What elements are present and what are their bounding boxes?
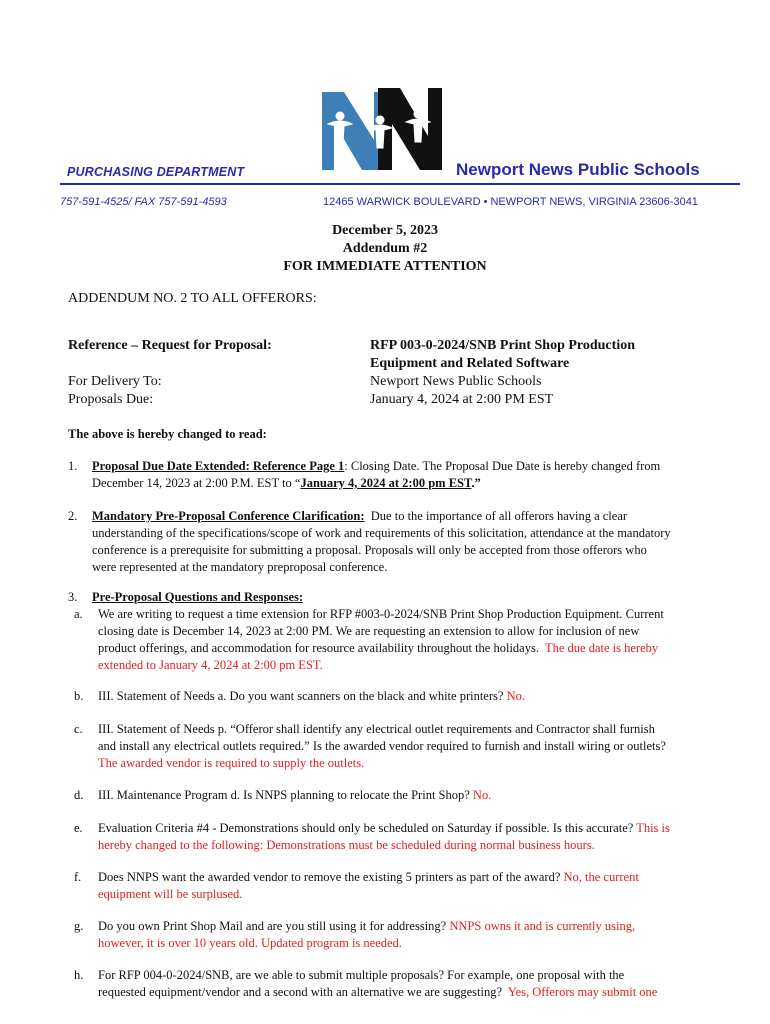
nnps-logo [318,86,444,172]
addendum-number: Addendum #2 [342,241,428,256]
reference-value-1: RFP 003-0-2024/SNB Print Shop Production [370,338,635,353]
qa-b-line-1 [98,688,525,705]
phone-fax: 757-591-4525/ FAX 757-591-4593 [60,196,227,208]
item-1-line-2 [92,475,481,492]
qa-f-question: Does NNPS want the awarded vendor to remove the existing 5 printers as part of the award? [98,870,564,884]
item-1-text-c: .” [471,476,481,490]
qa-a-letter: a. [74,607,83,621]
qa-g-line-1 [98,918,635,935]
item-3-number: 3. [68,590,78,604]
qa-h-question-end: requested equipment/vendor and a second with an alternative we are suggesting? [98,985,508,999]
intro-line: ADDENDUM NO. 2 TO ALL OFFERORS: [68,291,317,306]
delivery-label: For Delivery To: [68,374,162,389]
qa-c-answer: The awarded vendor is required to supply the outlets. [98,756,365,770]
school-name: Newport News Public Schools [456,160,700,179]
item-1-line-1 [92,458,660,475]
qa-e-answer: This is [636,821,670,835]
qa-c-line-1: III. Statement of Needs p. “Offeror shall identify any electrical outlet requirements and Contractor shall furnish [98,722,655,736]
due-label: Proposals Due: [68,392,154,407]
qa-h-letter: h. [74,968,84,982]
qa-h-line-1: For RFP 004-0-2024/SNB, are we able to submit multiple proposals? For example, one proposal with the [98,968,625,982]
qa-a-line-1: We are writing to request a time extension for RFP #003-0-2024/SNB Print Shop Production Equipment. Current [98,607,664,621]
qa-d-line-1 [98,787,491,804]
item-2-line-1 [92,508,627,525]
item-1-number: 1. [68,459,78,473]
item-2-line-4: were represented at the mandatory preproposal conference. [92,560,388,574]
qa-h-answer: Yes, Offerors may submit one [507,985,658,999]
due-value: January 4, 2024 at 2:00 PM EST [370,392,554,407]
title-block [0,222,770,276]
qa-a-line-3 [98,640,658,657]
item-1-text: : Closing Date. The Proposal Due Date is hereby changed from [344,459,661,473]
qa-e-question: Evaluation Criteria #4 - Demonstrations should only be scheduled on Saturday if possible. Is this accurate? [98,821,637,835]
qa-d-question: III. Maintenance Program d. Is NNPS planning to relocate the Print Shop? [98,788,473,802]
qa-a-answer: The due date is hereby [545,641,659,655]
item-2-line-3: conference is a prerequisite for submitting a proposal. Proposals will only be accepted from those offerors who [92,543,647,557]
item-2-number: 2. [68,509,78,523]
qa-f-letter: f. [74,870,82,884]
qa-g-answer-2: however, it is over 10 years old. Updated program is needed. [98,936,402,950]
document-date: December 5, 2023 [332,223,438,238]
qa-c-letter: c. [74,722,83,736]
item-1-new-date: January 4, 2024 at 2:00 pm EST [300,476,472,490]
school-address: 12465 WARWICK BOULEVARD • NEWPORT NEWS, VIRGINIA 23606-3041 [323,196,698,208]
qa-e-letter: e. [74,821,83,835]
qa-f-line-1 [98,869,639,886]
attention-heading: FOR IMMEDIATE ATTENTION [283,259,487,274]
qa-b-letter: b. [74,689,84,703]
qa-f-answer-2: equipment will be surplused. [98,887,243,901]
qa-f-answer: No, the current [563,870,639,884]
qa-c-line-2: and install any electrical outlets required.” Is the awarded vendor required to furnish and install wiring or outlets? [98,739,666,753]
item-3-heading: Pre-Proposal Questions and Responses: [92,590,304,604]
item-2-heading: Mandatory Pre-Proposal Conference Clarification: [92,509,365,523]
qa-g-letter: g. [74,919,84,933]
qa-d-answer: No. [472,788,492,802]
qa-a-answer-2: extended to January 4, 2024 at 2:00 pm EST. [98,658,323,672]
qa-b-question: III. Statement of Needs a. Do you want scanners on the black and white printers? [98,689,507,703]
item-2-line-2: understanding of the specifications/scope of work and requirements of this solicitation, attendance at the mandatory [92,526,671,540]
qa-h-line-2 [98,984,657,1001]
qa-a-line-2: closing date is December 14, 2023 at 2:00 PM. We are requesting an extension to allow for inclusion of new [98,624,640,638]
item-1-heading: Proposal Due Date Extended: Reference Page 1 [92,459,345,473]
qa-b-answer: No. [506,689,525,703]
qa-g-question: Do you own Print Shop Mail and are you still using it for addressing? [98,919,450,933]
changed-heading: The above is hereby changed to read: [68,427,267,441]
qa-a-question-end: product offerings, and accommodation for resource availability throughout the holidays. [98,641,545,655]
purchasing-department-label: PURCHASING DEPARTMENT [67,165,245,179]
header-rule [60,183,740,185]
qa-g-answer: NNPS owns it and is currently using, [449,919,636,933]
item-2-text: Due to the importance of all offerors having a clear [364,509,628,523]
item-1-text-b: December 14, 2023 at 2:00 P.M. EST to “ [92,476,301,490]
qa-e-answer-2: hereby changed to the following: Demonstrations must be scheduled during normal business hours. [98,838,595,852]
qa-e-line-1 [98,820,670,837]
reference-value-2: Equipment and Related Software [370,356,570,371]
reference-label: Reference – Request for Proposal: [68,338,272,353]
qa-d-letter: d. [74,788,84,802]
delivery-value: Newport News Public Schools [370,374,542,389]
